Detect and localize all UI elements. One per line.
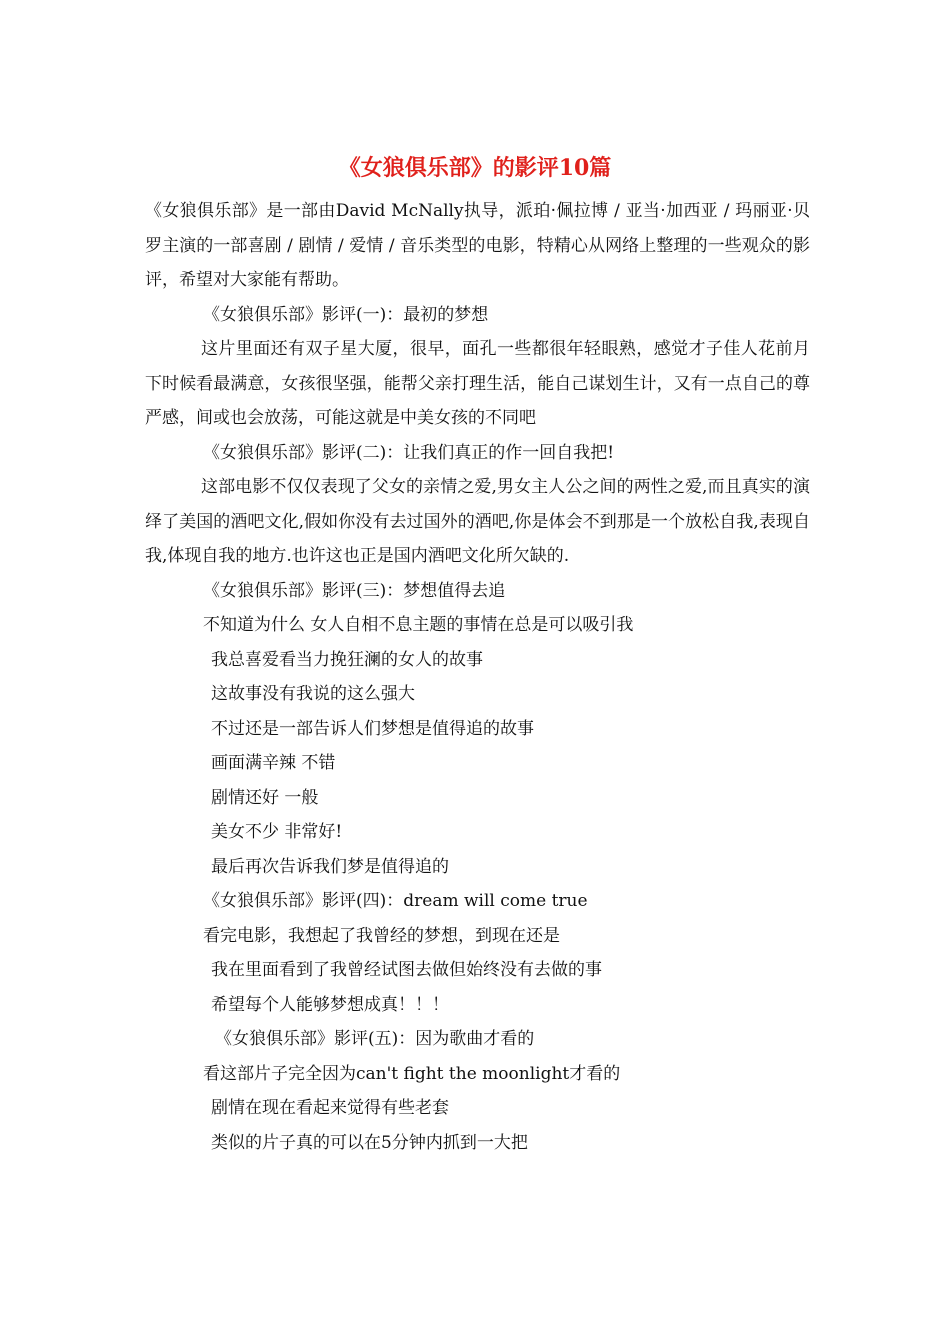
review-3-line: 我总喜爱看当力挽狂澜的女人的故事 bbox=[211, 649, 483, 670]
review-3-line: 美女不少 非常好! bbox=[211, 822, 343, 842]
review-4-heading: 《女狼俱乐部》影评(四)：dream will come true bbox=[203, 891, 588, 911]
document-title: 《女狼俱乐部》的影评10篇 bbox=[338, 155, 612, 181]
document-body bbox=[145, 194, 810, 1160]
review-3-line: 这故事没有我说的这么强大 bbox=[211, 684, 415, 704]
review-2-heading: 《女狼俱乐部》影评(二)：让我们真正的作一回自我把! bbox=[203, 442, 615, 463]
review-2-body: 这部电影不仅仅表现了父女的亲情之爱,男女主人公之间的两性之爱,而且真实的演绎了美国的酒吧文化,假如你没有去过国外的酒吧,你是体会不到那是一个放松自我,表现自我,体现自我的地方.也许这也正是国内酒吧文化所欠缺的. bbox=[145, 477, 810, 566]
review-1-body: 这片里面还有双子星大厦，很早，面孔一些都很年轻眼熟，感觉才子佳人花前月下时候看最满意，女孩很坚强，能帮父亲打理生活，能自己谋划生计，又有一点自己的尊严感，间或也会放荡，可能这就是中美女孩的不同吧 bbox=[145, 339, 810, 428]
review-3-line: 画面满辛辣 不错 bbox=[211, 753, 336, 773]
review-5-heading: 《女狼俱乐部》影评(五)：因为歌曲才看的 bbox=[215, 1029, 535, 1049]
review-5-line: 剧情在现在看起来觉得有些老套 bbox=[211, 1098, 449, 1118]
review-5-line: 类似的片子真的可以在5分钟内抓到一大把 bbox=[211, 1132, 528, 1153]
review-3-line: 不过还是一部告诉人们梦想是值得追的故事 bbox=[211, 718, 534, 739]
review-1-heading: 《女狼俱乐部》影评(一)：最初的梦想 bbox=[203, 304, 489, 325]
intro-paragraph: 《女狼俱乐部》是一部由David McNally执导，派珀·佩拉博 / 亚当·加西亚 / 玛丽亚·贝罗主演的一部喜剧 / 剧情 / 爱情 / 音乐类型的电影，特精心从网络上整理的一些观众的影评，希望对大家能有帮助。 bbox=[145, 201, 810, 290]
review-4-first-line: 看完电影，我想起了我曾经的梦想，到现在还是 bbox=[203, 925, 560, 946]
review-3-first-line: 不知道为什么 女人自相不息主题的事情在总是可以吸引我 bbox=[203, 615, 634, 635]
review-4-line: 我在里面看到了我曾经试图去做但始终没有去做的事 bbox=[211, 960, 602, 980]
review-3-line: 最后再次告诉我们梦是值得追的 bbox=[211, 856, 449, 877]
review-5-first-line: 看这部片子完全因为can't fight the moonlight才看的 bbox=[203, 1063, 621, 1084]
review-3-line: 剧情还好 一般 bbox=[211, 787, 319, 808]
review-4-line: 希望每个人能够梦想成真！！！ bbox=[211, 994, 449, 1015]
review-3-heading: 《女狼俱乐部》影评(三)：梦想值得去追 bbox=[203, 580, 506, 601]
